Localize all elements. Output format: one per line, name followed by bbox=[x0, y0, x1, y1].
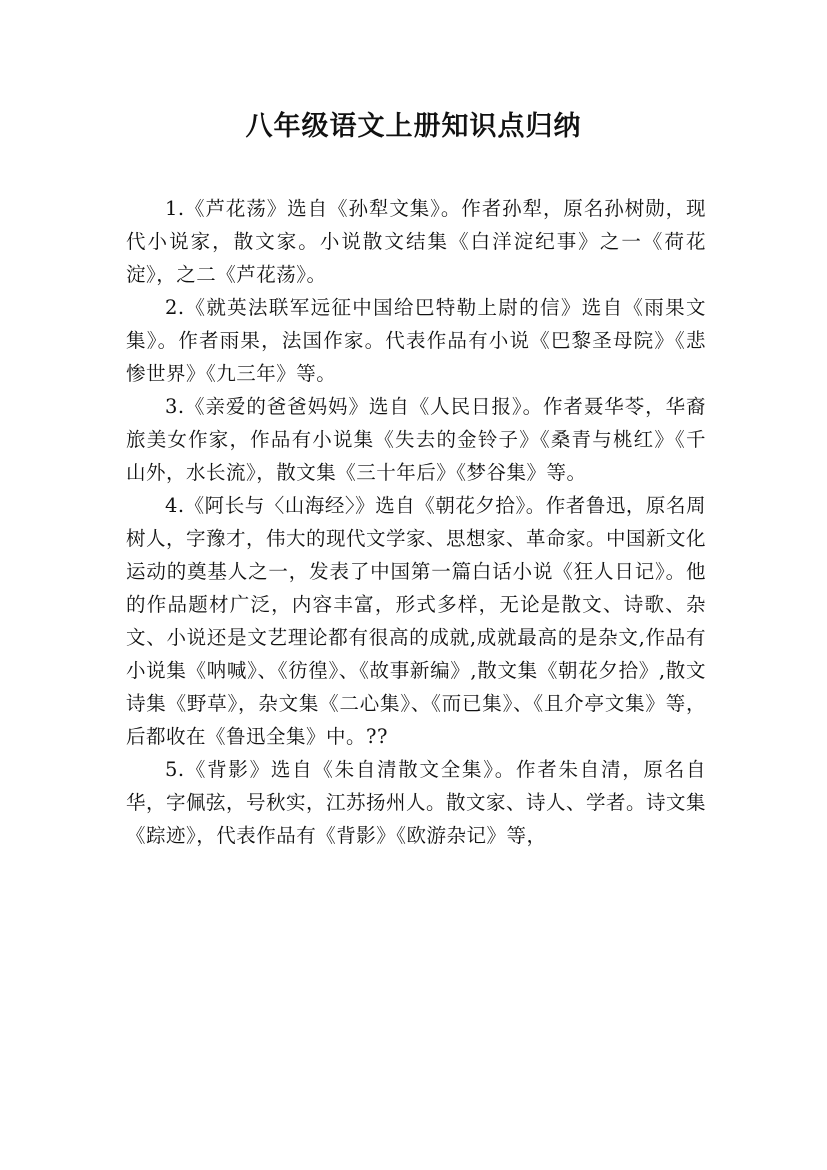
paragraph-3: 3.《亲爱的爸爸妈妈》选自《人民日报》。作者聂华苓，华裔旅美女作家，作品有小说集《失去的金铃子》《桑青与桃红》《千山外，水长流》，散文集《三十年后》《梦谷集》等。 bbox=[126, 395, 706, 484]
paragraph-2: 2.《就英法联军远征中国给巴特勒上尉的信》选自《雨果文集》。作者雨果，法国作家。代表作品有小说《巴黎圣母院》《悲惨世界》《九三年》等。 bbox=[126, 296, 706, 385]
document-body bbox=[126, 192, 706, 852]
page-title: 八年级语文上册知识点归纳 bbox=[245, 111, 582, 142]
paragraph-5: 5.《背影》选自《朱自清散文全集》。作者朱自清，原名自华，字佩弦，号秋实，江苏扬州人。散文家、诗人、学者。诗文集《踪迹》，代表作品有《背影》《欧游杂记》等， bbox=[126, 758, 707, 847]
paragraph-1: 1.《芦花荡》选自《孙犁文集》。作者孙犁，原名孙树勋，现代小说家，散文家。小说散文结集《白洋淀纪事》之一《荷花淀》，之二《芦花荡》。 bbox=[126, 197, 706, 286]
paragraph-4: 4.《阿长与〈山海经〉》选自《朝花夕拾》。作者鲁迅，原名周树人，字豫才，伟大的现代文学家、思想家、革命家。中国新文化运动的奠基人之一，发表了中国第一篇白话小说《狂人日记》。他的作品题材广泛，内容丰富，形式多样，无论是散文、诗歌、杂文、小说还是文艺理论都有很高的成就,成就最高的是杂文,作品有小说集《呐喊》、《彷徨》、《故事新编》,散文集《朝花夕拾》,散文诗集《野草》，杂文集《二心集》、《而已集》、《且介亭文集》等，后都收在《鲁迅全集》中。?? bbox=[126, 494, 707, 748]
